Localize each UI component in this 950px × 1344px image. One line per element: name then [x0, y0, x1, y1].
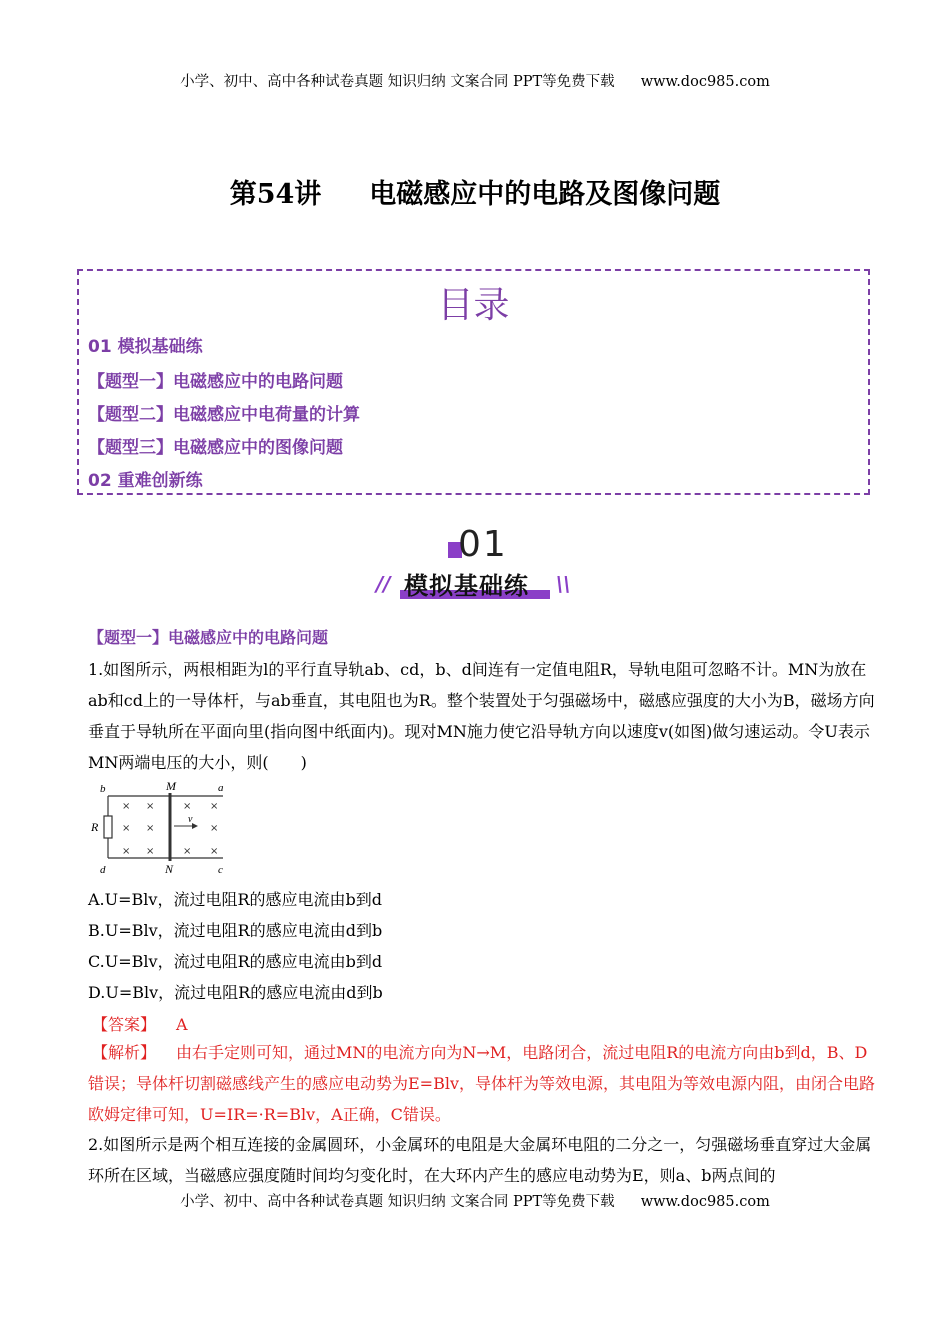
field-cross: ×	[146, 801, 155, 812]
answer-value: A	[176, 1015, 188, 1034]
question-2-stem: 2.如图所示是两个相互连接的金属圆环，小金属环的电阻是大金属环电阻的二分之一，匀强磁场垂直穿过大金属环所在区域，当磁感应强度随时间均匀变化时，在大环内产生的感应电动势为E，则a、b两点间的	[88, 1135, 872, 1185]
toc-item[interactable]: 02 重难创新练	[88, 471, 203, 491]
banner-number: 01	[458, 524, 508, 565]
toc-item[interactable]: 【题型二】电磁感应中电荷量的计算	[88, 405, 360, 425]
banner-left-deco: //	[376, 572, 391, 596]
footer-url[interactable]: www.doc985.com	[640, 1194, 770, 1210]
label-a: a	[218, 782, 224, 794]
option-b[interactable]: B.U=Blv，流过电阻R的感应电流由d到b	[88, 921, 383, 940]
answer-line	[92, 1012, 188, 1035]
field-cross: ×	[183, 801, 192, 812]
field-cross: ×	[122, 823, 131, 834]
header-url[interactable]: www.doc985.com	[640, 74, 770, 90]
field-cross: ×	[122, 801, 131, 812]
field-cross: ×	[122, 846, 131, 857]
label-N: N	[165, 862, 174, 876]
toc-item[interactable]: 【题型三】电磁感应中的图像问题	[88, 438, 343, 458]
question-1-stem: 1.如图所示，两根相距为l的平行直导轨ab、cd，b、d间连有一定值电阻R，导轨电阻可忽略不计。MN为放在ab和cd上的一导体杆，与ab垂直，其电阻也为R。整个装置处于匀强磁场中，磁感应强度的大小为B，磁场方向垂直于导轨所在平面向里(指向图中纸面内)。现对MN施力使它沿导轨方向以速度v(如图)做匀速运动。令U表示MN两端电压的大小，则( )	[88, 660, 875, 772]
lecture-topic: 电磁感应中的电路及图像问题	[369, 179, 721, 210]
option-c[interactable]: C.U=Blv，流过电阻R的感应电流由b到d	[88, 952, 383, 971]
field-cross: ×	[146, 846, 155, 857]
toc-item[interactable]: 【题型一】电磁感应中的电路问题	[88, 372, 343, 392]
section-banner	[370, 522, 580, 602]
toc-heading: 目录	[437, 285, 510, 326]
analysis-text: 由右手定则可知，通过MN的电流方向为N→M，电路闭合，流过电阻R的电流方向由b到d，B、D错误；导体杆切割磁感线产生的感应电动势为E=Blv，导体杆为等效电源，其电阻为等效电源内阻，由闭合电路欧姆定律可知，U=IR=·R=Blv，A正确，C错误。	[88, 1043, 876, 1124]
option-d[interactable]: D.U=Blv，流过电阻R的感应电流由d到b	[88, 983, 383, 1002]
resistor-symbol	[104, 816, 112, 838]
page-footer	[0, 1190, 950, 1211]
label-R: R	[91, 820, 99, 834]
analysis-label: 【解析】	[92, 1043, 157, 1062]
label-M: M	[166, 779, 176, 793]
field-cross: ×	[183, 846, 192, 857]
label-v: v	[188, 814, 193, 825]
field-cross: ×	[210, 801, 219, 812]
option-a[interactable]: A.U=Blv，流过电阻R的感应电流由b到d	[88, 890, 382, 909]
page-header	[0, 70, 950, 91]
label-b: b	[100, 783, 106, 795]
field-cross: ×	[210, 823, 219, 834]
header-text: 小学、初中、高中各种试卷真题 知识归纳 文案合同 PPT等免费下载	[180, 74, 615, 90]
banner-right-deco: \\	[556, 572, 571, 596]
lecture-number: 第54讲	[229, 179, 322, 210]
footer-text: 小学、初中、高中各种试卷真题 知识归纳 文案合同 PPT等免费下载	[180, 1194, 615, 1210]
field-cross: ×	[210, 846, 219, 857]
banner-label: 模拟基础练	[404, 572, 529, 600]
answer-label: 【答案】	[92, 1015, 157, 1034]
analysis-block	[88, 1037, 878, 1130]
section-tag: 【题型一】电磁感应中的电路问题	[88, 628, 329, 647]
velocity-arrowhead	[192, 823, 198, 829]
label-c: c	[218, 864, 223, 876]
page-title	[0, 172, 950, 211]
toc-item[interactable]: 01 模拟基础练	[88, 337, 203, 357]
circuit-figure	[88, 778, 238, 878]
table-of-contents	[77, 269, 870, 495]
field-cross: ×	[146, 823, 155, 834]
label-d: d	[100, 864, 106, 876]
